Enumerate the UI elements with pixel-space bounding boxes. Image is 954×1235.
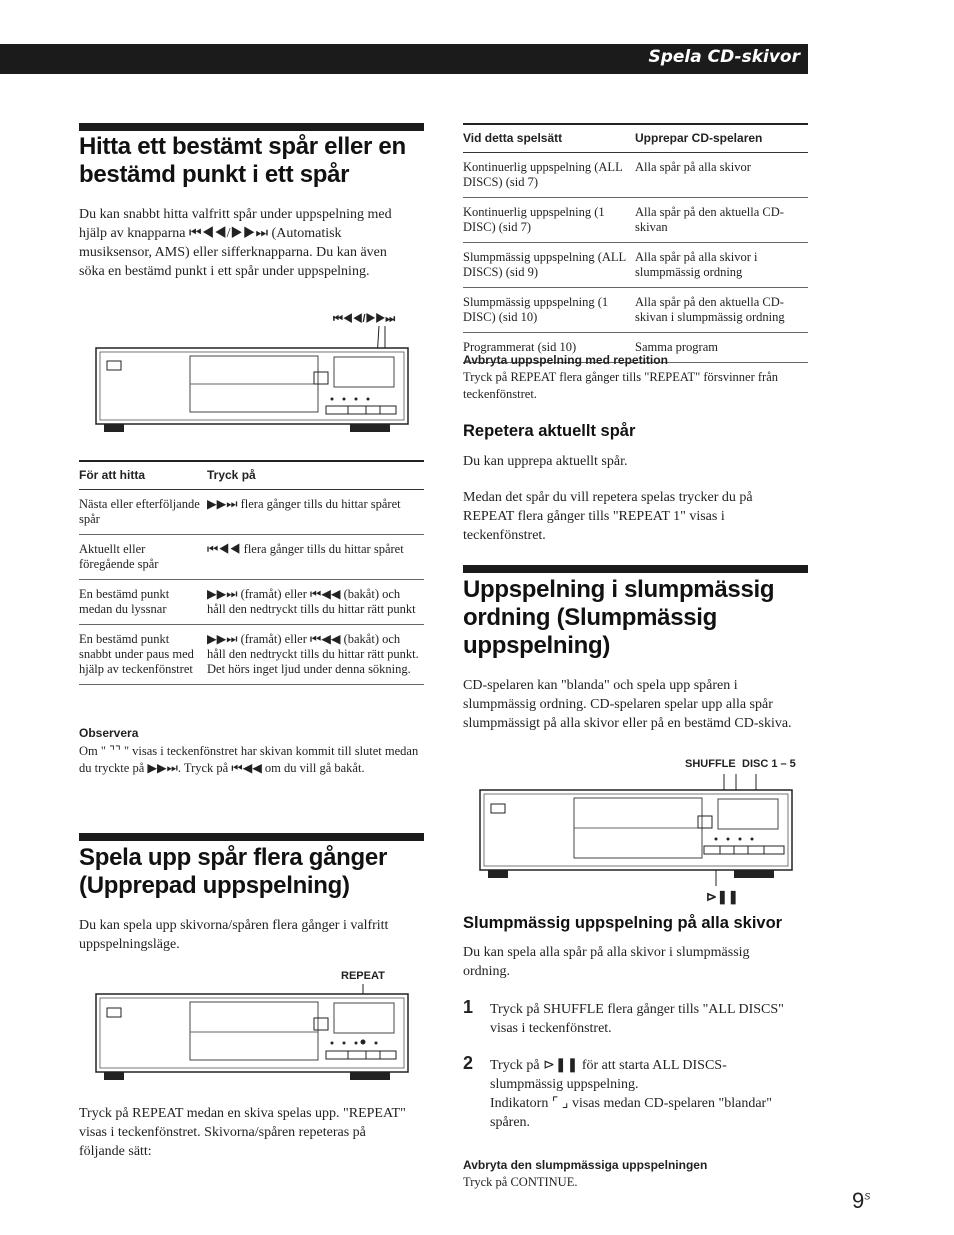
cancel-shuffle-text: Tryck på CONTINUE. (463, 1175, 578, 1189)
step-number: 1 (463, 997, 474, 1017)
section-shuffle (463, 576, 808, 660)
shuffle-all-block (463, 913, 808, 981)
repeat-table (463, 123, 808, 363)
table-cell: Alla spår på den aktuella CD-skivan (635, 198, 808, 243)
heading-repeat: Spela upp spår flera gånger (Upprepad uppspelning) (79, 844, 387, 899)
note-block (79, 726, 427, 777)
repeat-outro: Tryck på REPEAT medan en skiva spelas upp. "REPEAT" visas i teckenfönstret. Skivorna/spåren repeteras på följande sätt: (79, 1106, 406, 1159)
note-title: Observera (79, 726, 139, 740)
heading-shuffle: Uppspelning i slumpmässig ordning (Slumpmässig uppspelning) (463, 576, 775, 659)
disc-label: DISC 1 – 5 (742, 758, 796, 770)
page-number-suffix: S (864, 1191, 871, 1202)
play-pause-label: ⊳❚❚ (706, 889, 739, 904)
step-2-indicator-text: Indikatorn ⌜ ⌟ visas medan CD-spelaren "blandar" spåren. (490, 1096, 772, 1130)
table-row (79, 580, 424, 625)
repeat-track-block (463, 421, 808, 545)
table-row (463, 198, 808, 243)
table-cell: ▶▶⏭ (framåt) eller ⏮◀◀ (bakåt) och håll den nedtryckt tills du hittar rätt punkt (207, 580, 424, 625)
table-cell: Kontinuerlig uppspelning (ALL DISCS) (sid 7) (463, 153, 635, 198)
table-cell: ⏮◀◀ flera gånger tills du hittar spåret (207, 535, 424, 580)
step-number: 2 (463, 1053, 474, 1073)
table-cell: Programmerat (sid 10) (463, 333, 635, 363)
section-rule (79, 833, 424, 841)
shuffle-intro: CD-spelaren kan "blanda" och spela upp spåren i slumpmässig ordning. CD-spelaren spelar upp alla spår slumpmässigt på alla skivor eller på en bestämd CD-skiva. (463, 678, 792, 731)
cancel-shuffle-block (463, 1158, 808, 1191)
section-rule (79, 123, 424, 131)
table-cell: Alla spår på alla skivor i slumpmässig ordning (635, 243, 808, 288)
cancel-repeat-text: Tryck på REPEAT flera gånger tills "REPEAT" försvinner från teckenfönstret. (463, 370, 779, 401)
table-cell: ▶▶⏭ (framåt) eller ⏮◀◀ (bakåt) och håll den nedtryckt tills du hittar rätt punkt. Det hörs inget ljud under denna sökning. (207, 625, 424, 685)
table-cell: ▶▶⏭ flera gånger tills du hittar spåret (207, 490, 424, 535)
table-header: Upprepar CD-spelaren (635, 124, 808, 153)
cd-player-diagram-repeat (94, 984, 414, 1094)
table-cell: Alla spår på den aktuella CD-skivan i slumpmässig ordning (635, 288, 808, 333)
cd-player-diagram-shuffle (478, 774, 798, 886)
table-cell: Kontinuerlig uppspelning (1 DISC) (sid 7) (463, 198, 635, 243)
repeat-label: REPEAT (341, 970, 385, 982)
table-cell: Samma program (635, 333, 808, 363)
cancel-shuffle-title: Avbryta den slumpmässiga uppspelningen (463, 1158, 708, 1172)
table-row (463, 153, 808, 198)
table-cell: Slumpmässig uppspelning (1 DISC) (sid 10) (463, 288, 635, 333)
table-header: För att hitta (79, 461, 207, 490)
table-row (463, 288, 808, 333)
step-1-text: Tryck på SHUFFLE flera gånger tills "ALL DISCS" visas i teckenfönstret. (490, 1002, 784, 1036)
repeat-track-p2: Medan det spår du vill repetera spelas trycker du på REPEAT flera gånger tills "REPEAT 1" visas i teckenfönstret. (463, 490, 753, 543)
header-bar (0, 44, 808, 74)
shuffle-label: SHUFFLE (685, 758, 736, 770)
table-row (463, 243, 808, 288)
page-number-value: 9 (852, 1188, 865, 1213)
shuffle-all-intro: Du kan spela alla spår på alla skivor i slumpmässig ordning. (463, 945, 750, 979)
heading-repeat-track: Repetera aktuellt spår (463, 422, 636, 440)
find-track-intro: Du kan snabbt hitta valfritt spår under uppspelning med hjälp av knapparna ⏮◀◀/▶▶⏭ (Automatisk musiksensor, AMS) eller sifferknapparna. Du kan även söka en bestämd punkt i ett spår under uppspelning. (79, 207, 392, 279)
cancel-repeat-title: Avbryta uppspelning med repetition (463, 353, 668, 367)
table-row (79, 535, 424, 580)
table-cell: Slumpmässig uppspelning (ALL DISCS) (sid 9) (463, 243, 635, 288)
heading-find-track: Hitta ett bestämt spår eller en bestämd punkt i ett spår (79, 133, 406, 188)
table-row (79, 490, 424, 535)
table-cell: Aktuellt eller föregående spår (79, 535, 207, 580)
section-find-track (79, 133, 429, 189)
step-2-text: Tryck på ⊳❚❚ för att starta ALL DISCS-slumpmässig uppspelning. (490, 1058, 727, 1092)
heading-shuffle-all: Slumpmässig uppspelning på alla skivor (463, 914, 783, 932)
cd-player-diagram-ams (94, 326, 414, 436)
repeat-track-p1: Du kan upprepa aktuellt spår. (463, 454, 628, 469)
table-row (79, 625, 424, 685)
section-title: Spela CD-skivor (648, 47, 800, 67)
find-table (79, 460, 424, 685)
table-cell: En bestämd punkt snabbt under paus med hjälp av teckenfönstret (79, 625, 207, 685)
note-text: Om " ⌝⌝ " visas i teckenfönstret har skivan kommit till slutet medan du tryckte på ▶▶⏭. Tryck på ⏮◀◀ om du vill gå bakåt. (79, 744, 419, 775)
step-2-block (490, 1056, 790, 1132)
table-cell: Alla spår på alla skivor (635, 153, 808, 198)
ams-label: ⏮◀◀/▶▶⏭ (333, 313, 396, 325)
table-cell: Nästa eller efterföljande spår (79, 490, 207, 535)
section-rule (463, 565, 808, 573)
table-header: Tryck på (207, 461, 424, 490)
repeat-intro: Du kan spela upp skivorna/spåren flera gånger i valfritt uppspelningsläge. (79, 918, 389, 952)
table-header: Vid detta spelsätt (463, 124, 635, 153)
section-repeat (79, 844, 424, 900)
cancel-repeat-block (463, 353, 808, 403)
page-number (852, 1188, 870, 1214)
table-cell: En bestämd punkt medan du lyssnar (79, 580, 207, 625)
